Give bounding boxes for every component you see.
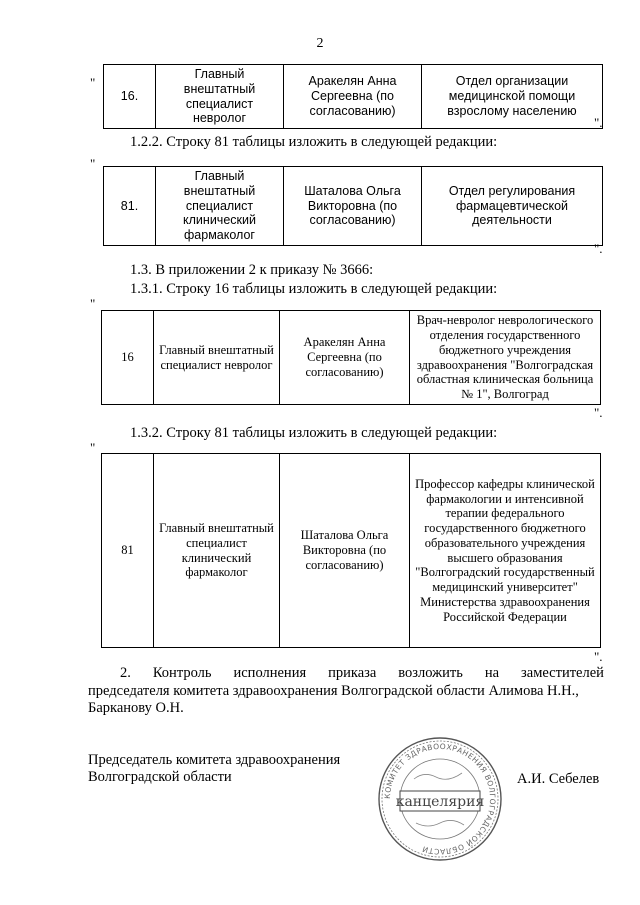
paragraph-word: 2. xyxy=(120,665,131,681)
stamp-emblem-line xyxy=(416,820,464,826)
table-row-16-amended xyxy=(103,64,603,129)
organization-cell: Врач-невролог неврологического отделения государственного бюджетного учреждения здравоохранения "Волгоградская областная клиническая больница № 1", Волгоград xyxy=(410,311,601,405)
position-cell: Главный внештатный специалист клинический фармаколог xyxy=(156,167,284,246)
stamp-emblem-line xyxy=(414,773,462,779)
quote-close: ". xyxy=(594,405,603,420)
position-cell: Главный внештатный специалист невролог xyxy=(154,311,280,405)
quote-close: ". xyxy=(594,115,603,130)
signatory-title-line: Председатель комитета здравоохранения xyxy=(88,752,341,768)
position-cell: Главный внештатный специалист невролог xyxy=(156,65,284,129)
organization-cell: Профессор кафедры клинической фармакологии и интенсивной терапии федерального государственного бюджетного образовательного учреждения высшего образования "Волгоградский государственный медицинский университет" Министерства здравоохранения Российской Федерации xyxy=(410,454,601,648)
stamp-ring-text: КОМИТЕТ ЗДРАВООХРАНЕНИЯ ВОЛГОГРАДСКОЙ ОБЛАСТИ xyxy=(382,741,498,857)
paragraph-word: Контроль xyxy=(152,665,212,681)
paragraph-word: на xyxy=(484,665,500,681)
heading-1-3: 1.3. В приложении 2 к приказу № 3666: xyxy=(130,262,374,278)
heading-1-3-2: 1.3.2. Строку 81 таблицы изложить в следующей редакции: xyxy=(130,425,498,441)
row-number: 81. xyxy=(104,167,156,246)
table-row-16-appendix-2 xyxy=(101,310,601,405)
table-row-81-amended xyxy=(103,166,603,246)
row-number: 16 xyxy=(102,311,154,405)
quote-open: " xyxy=(90,75,96,90)
quote-open: " xyxy=(90,440,96,455)
page-number: 2 xyxy=(316,36,324,51)
signatory-title xyxy=(88,752,340,787)
paragraph-2-line-1 xyxy=(88,665,604,683)
paragraph-2 xyxy=(88,665,604,718)
person-cell: Шаталова Ольга Викторовна (по согласованию) xyxy=(284,167,422,246)
paragraph-2-line-3: Барканову О.Н. xyxy=(88,700,184,717)
paragraph-word: исполнения xyxy=(233,665,307,681)
table-row-81-appendix-2 xyxy=(101,453,601,648)
signatory-name: А.И. Себелев xyxy=(517,771,600,787)
quote-open: " xyxy=(90,296,96,311)
paragraph-word: возложить xyxy=(398,665,463,681)
paragraph-2-line-2: председателя комитета здравоохранения Волгоградской области Алимова Н.Н., xyxy=(88,682,579,699)
heading-1-3-1: 1.3.1. Строку 16 таблицы изложить в следующей редакции: xyxy=(130,281,498,297)
person-cell: Шаталова Ольга Викторовна (по согласованию) xyxy=(280,454,410,648)
paragraph-word: заместителей xyxy=(521,665,604,681)
official-stamp xyxy=(376,735,504,863)
paragraph-word: приказа xyxy=(328,665,377,681)
organization-cell: Отдел регулирования фармацевтической деятельности xyxy=(422,167,603,246)
heading-1-2-2: 1.2.2. Строку 81 таблицы изложить в следующей редакции: xyxy=(130,134,498,150)
stamp-center-text: канцелярия xyxy=(395,794,485,810)
signatory-title-line: Волгоградской области xyxy=(88,769,232,786)
person-cell: Аракелян Анна Сергеевна (по согласованию) xyxy=(280,311,410,405)
quote-close: ". xyxy=(594,241,603,256)
position-cell: Главный внештатный специалист клинический фармаколог xyxy=(154,454,280,648)
quote-open: " xyxy=(90,156,96,171)
person-cell: Аракелян Анна Сергеевна (по согласованию) xyxy=(284,65,422,129)
organization-cell: Отдел организации медицинской помощи взрослому населению xyxy=(422,65,603,129)
row-number: 81 xyxy=(102,454,154,648)
quote-close: ". xyxy=(594,649,603,664)
row-number: 16. xyxy=(104,65,156,129)
